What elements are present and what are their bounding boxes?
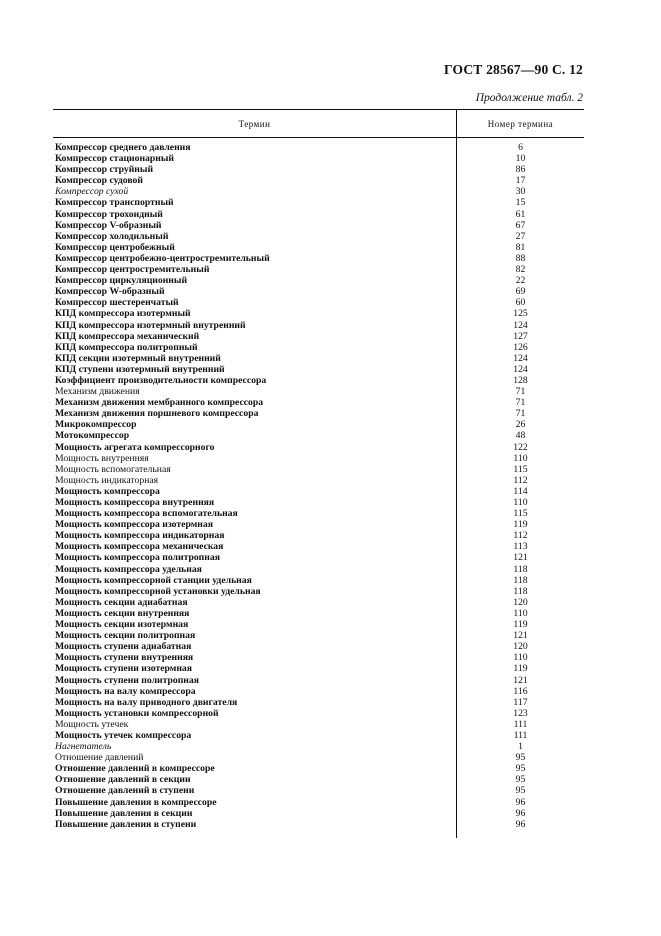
table-row: [53, 497, 584, 508]
term-number-cell: 88: [515, 252, 526, 264]
term-cell: Компрессор струйный: [55, 164, 154, 176]
table-row: [53, 808, 584, 819]
table-row: [53, 142, 584, 153]
term-number-cell: 112: [513, 474, 528, 486]
term-number-cell: 95: [515, 752, 526, 764]
term-number-cell: 69: [515, 286, 526, 298]
column-header-term: Термин: [238, 119, 271, 129]
term-number-cell: 67: [515, 219, 526, 231]
term-cell: Мощность компрессора индикаторная: [55, 530, 225, 542]
term-number-cell: 110: [513, 652, 528, 664]
table-row: [53, 663, 584, 674]
term-cell: Отношение давлений в компрессоре: [55, 763, 215, 775]
term-number-cell: 121: [513, 552, 528, 564]
table-row: [53, 675, 584, 686]
table-row: [53, 275, 584, 286]
term-cell: КПД ступени изотермный внутренний: [55, 363, 225, 375]
term-cell: Мощность ступени политропная: [55, 674, 199, 686]
table-row: [53, 175, 584, 186]
term-cell: Микрокомпрессор: [55, 419, 137, 431]
table-row: [53, 530, 584, 541]
term-number-cell: 6: [518, 142, 523, 153]
table-row: [53, 197, 584, 208]
table-row: [53, 264, 584, 275]
table-row: [53, 686, 584, 697]
table-row: [53, 475, 584, 486]
table-row: [53, 342, 584, 353]
term-number-cell: 10: [515, 153, 526, 165]
table-row: [53, 741, 584, 752]
table-row: [53, 508, 584, 519]
term-cell: Компрессор среднего давления: [55, 142, 191, 153]
table-row: [53, 375, 584, 386]
term-cell: Мощность ступени изотермная: [55, 663, 193, 675]
term-number-cell: 115: [513, 463, 528, 475]
term-number-cell: 95: [515, 774, 526, 786]
term-cell: Мощность компрессора удельная: [55, 563, 202, 575]
term-number-cell: 71: [515, 386, 526, 398]
table-row: [53, 453, 584, 464]
term-cell: Компрессор центробежный: [55, 241, 175, 253]
term-number-cell: 128: [513, 374, 528, 386]
term-cell: Нагнетатель: [55, 741, 112, 753]
table-row: [53, 408, 584, 419]
table-row: [53, 220, 584, 231]
term-number-cell: 117: [513, 696, 528, 708]
term-cell: Компрессор холодильный: [55, 230, 169, 242]
table-row: [53, 630, 584, 641]
term-number-cell: 120: [513, 641, 528, 653]
table-row: [53, 564, 584, 575]
page-header: ГОСТ 28567—90 С. 12: [444, 62, 583, 77]
term-cell: Мощность вспомогательная: [55, 463, 171, 475]
term-number-cell: 111: [513, 718, 528, 730]
term-number-cell: 96: [515, 818, 526, 830]
term-cell: Компрессор судовой: [55, 175, 143, 187]
term-number-cell: 60: [515, 297, 526, 309]
term-number-cell: 86: [515, 164, 526, 176]
term-number-cell: 110: [513, 607, 528, 619]
table-row: [53, 752, 584, 763]
table-row: [53, 785, 584, 796]
term-number-cell: 119: [513, 663, 528, 675]
table-row: [53, 608, 584, 619]
term-cell: Мощность на валу приводного двигателя: [55, 696, 238, 708]
term-cell: Мощность компрессорной станции удельная: [55, 574, 252, 586]
table-row: [53, 364, 584, 375]
table-row: [53, 641, 584, 652]
term-number-cell: 118: [513, 563, 528, 575]
table-row: [53, 763, 584, 774]
term-cell: Мощность секции политропная: [55, 630, 196, 642]
term-number-cell: 95: [515, 763, 526, 775]
term-number-cell: 61: [515, 208, 526, 220]
term-cell: Мощность компрессора механическая: [55, 541, 224, 553]
term-number-cell: 116: [513, 685, 528, 697]
table-row: [53, 586, 584, 597]
term-cell: Отношение давлений в ступени: [55, 785, 195, 797]
term-number-cell: 119: [513, 519, 528, 531]
table-row: [53, 575, 584, 586]
table-header-rule: [53, 137, 584, 138]
term-cell: Мощность агрегата компрессорного: [55, 441, 215, 453]
term-number-cell: 124: [513, 352, 528, 364]
table-row: [53, 774, 584, 785]
table-row: [53, 308, 584, 319]
table-row: [53, 386, 584, 397]
table-row: [53, 597, 584, 608]
term-cell: Мощность компрессорной установки удельная: [55, 585, 261, 597]
term-cell: Мощность утечек: [55, 718, 129, 730]
term-number-cell: 112: [513, 530, 528, 542]
term-cell: Мощность компрессора внутренняя: [55, 497, 215, 508]
term-cell: Мощность установки компрессорной: [55, 707, 219, 719]
term-number-cell: 124: [513, 319, 528, 331]
table-row: [53, 397, 584, 408]
term-number-cell: 115: [513, 508, 528, 520]
term-cell: Мощность секции внутренняя: [55, 607, 190, 619]
table-row: [53, 297, 584, 308]
term-cell: Механизм движения: [55, 386, 140, 398]
table-row: [53, 331, 584, 342]
term-cell: Мощность компрессора политропная: [55, 552, 220, 564]
term-cell: Мощность компрессора: [55, 485, 160, 497]
term-cell: Мощность компрессора вспомогательная: [55, 508, 238, 520]
term-cell: Компрессор центробежно-центростремительный: [55, 252, 270, 264]
table-row: [53, 231, 584, 242]
table-row: [53, 464, 584, 475]
table-row: [53, 286, 584, 297]
term-number-cell: 127: [513, 330, 528, 342]
term-number-cell: 1: [518, 741, 523, 753]
table-row: [53, 519, 584, 530]
table-row: [53, 730, 584, 741]
table-row: [53, 541, 584, 552]
term-number-cell: 26: [515, 419, 526, 431]
term-number-cell: 122: [513, 441, 528, 453]
term-number-cell: 71: [515, 408, 526, 420]
term-number-cell: 118: [513, 585, 528, 597]
term-number-cell: 119: [513, 619, 528, 631]
table-row: [53, 697, 584, 708]
term-cell: Компрессор сухой: [55, 186, 129, 198]
term-cell: Компрессор шестеренчатый: [55, 297, 179, 309]
term-number-cell: 30: [515, 186, 526, 198]
term-cell: Отношение давлений в секции: [55, 774, 191, 786]
term-number-cell: 126: [513, 341, 528, 353]
term-cell: КПД компрессора изотермный внутренний: [55, 319, 246, 331]
table-row: [53, 242, 584, 253]
term-cell: Компрессор циркуляционный: [55, 275, 188, 287]
table-row: [53, 819, 584, 830]
table-row: [53, 353, 584, 364]
term-number-cell: 123: [513, 707, 528, 719]
term-number-cell: 15: [515, 197, 526, 209]
term-number-cell: 121: [513, 630, 528, 642]
column-header-number: Номер термина: [487, 119, 554, 129]
term-cell: Повышение давления в ступени: [55, 818, 197, 830]
term-cell: Мощность на валу компрессора: [55, 685, 196, 697]
term-number-cell: 81: [515, 241, 526, 253]
term-cell: Механизм движения поршневого компрессора: [55, 408, 259, 420]
term-number-cell: 27: [515, 230, 526, 242]
term-cell: Мощность индикаторная: [55, 474, 159, 486]
term-cell: Мощность ступени адиабатная: [55, 641, 192, 653]
term-cell: КПД компрессора изотермный: [55, 308, 191, 320]
table-row: [53, 164, 584, 175]
term-cell: Мощность компрессора изотермная: [55, 519, 213, 531]
term-cell: КПД секции изотермный внутренний: [55, 352, 221, 364]
term-number-cell: 82: [515, 264, 526, 276]
term-number-cell: 121: [513, 674, 528, 686]
term-number-cell: 113: [513, 541, 528, 553]
term-cell: Мотокомпрессор: [55, 430, 130, 442]
table-continuation-label: Продолжение табл. 2: [475, 92, 583, 104]
term-cell: Компрессор трохоидный: [55, 208, 163, 220]
term-cell: Повышение давления в компрессоре: [55, 796, 217, 808]
term-cell: Мощность внутренняя: [55, 452, 149, 464]
term-number-cell: 114: [513, 485, 528, 497]
term-cell: Мощность секции изотермная: [55, 619, 189, 631]
table-row: [53, 430, 584, 441]
term-cell: Компрессор W-образный: [55, 286, 165, 298]
term-number-cell: 96: [515, 796, 526, 808]
table-row: [53, 619, 584, 630]
term-cell: Мощность утечек компрессора: [55, 729, 192, 741]
table-row: [53, 320, 584, 331]
table-row: [53, 153, 584, 164]
term-number-cell: 118: [513, 574, 528, 586]
term-number-cell: 22: [515, 275, 526, 287]
term-number-cell: 124: [513, 363, 528, 375]
table-row: [53, 186, 584, 197]
term-cell: Отношение давлений: [55, 752, 144, 764]
term-number-cell: 120: [513, 596, 528, 608]
table-row: [53, 652, 584, 663]
table-row: [53, 719, 584, 730]
table-row: [53, 442, 584, 453]
term-number-cell: 17: [515, 175, 526, 187]
term-number-cell: 48: [515, 430, 526, 442]
table-row: [53, 708, 584, 719]
table-row: [53, 253, 584, 264]
table-row: [53, 797, 584, 808]
term-number-cell: 95: [515, 785, 526, 797]
term-cell: Механизм движения мембранного компрессора: [55, 397, 264, 409]
term-cell: Компрессор V-образный: [55, 219, 162, 231]
term-cell: Компрессор центростремительный: [55, 264, 210, 276]
term-number-cell: 110: [513, 497, 528, 508]
term-cell: Компрессор стационарный: [55, 153, 175, 165]
term-number-cell: 111: [513, 729, 528, 741]
term-number-cell: 125: [513, 308, 528, 320]
term-number-cell: 110: [513, 452, 528, 464]
table-row: [53, 552, 584, 563]
term-cell: Коэффициент производительности компрессора: [55, 374, 267, 386]
term-number-cell: 71: [515, 397, 526, 409]
term-number-cell: 96: [515, 807, 526, 819]
term-cell: Мощность секции адиабатная: [55, 596, 188, 608]
term-cell: Компрессор транспортный: [55, 197, 174, 209]
term-cell: КПД компрессора механический: [55, 330, 200, 342]
table-row: [53, 209, 584, 220]
table-top-rule: [53, 109, 584, 110]
term-cell: Мощность ступени внутренняя: [55, 652, 194, 664]
table-body: [53, 142, 584, 830]
table-row: [53, 486, 584, 497]
term-cell: КПД компрессора политропный: [55, 341, 198, 353]
term-cell: Повышение давления в секции: [55, 807, 193, 819]
table-row: [53, 419, 584, 430]
